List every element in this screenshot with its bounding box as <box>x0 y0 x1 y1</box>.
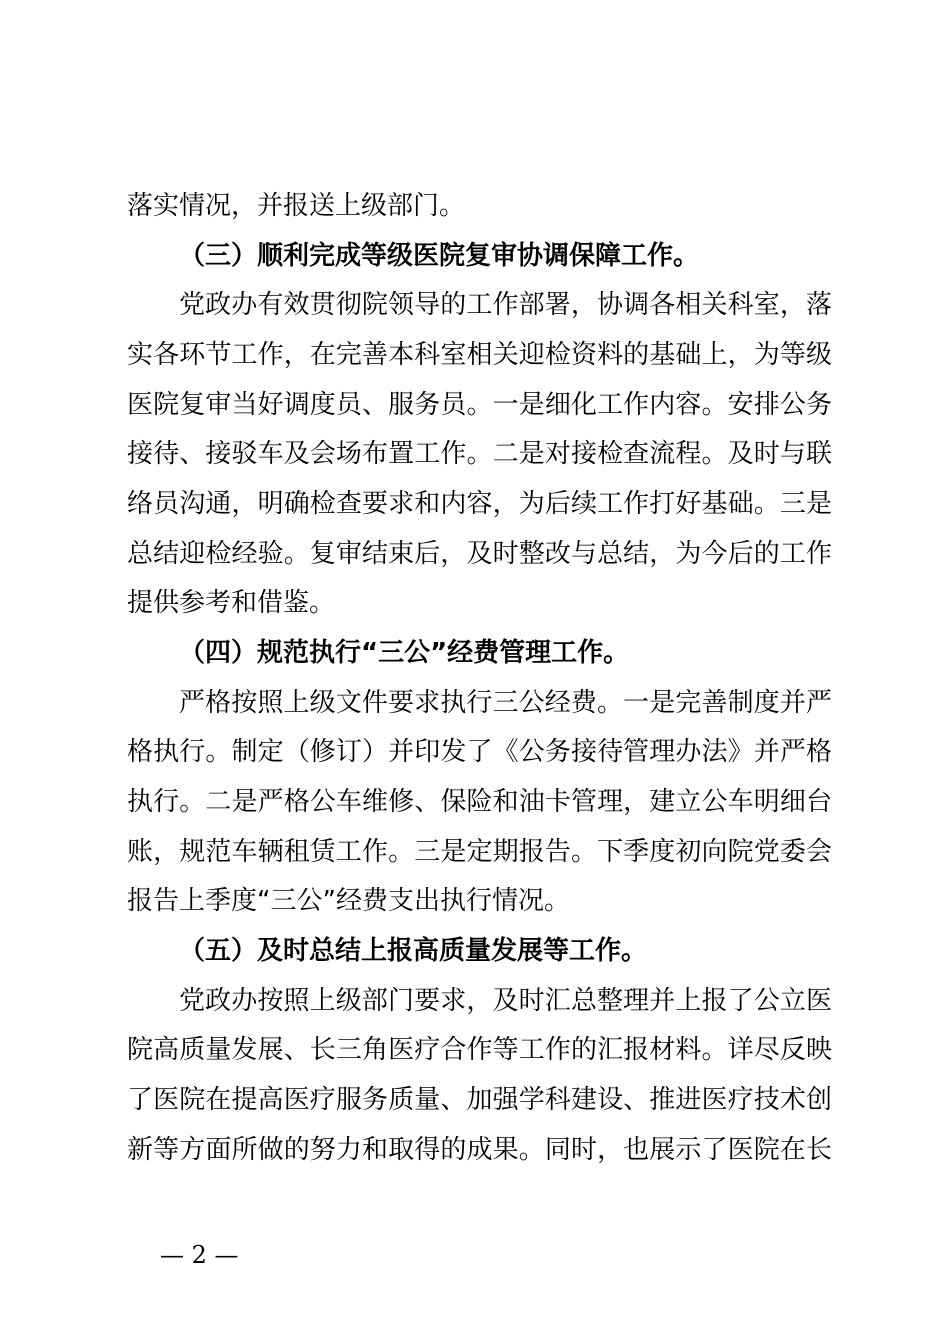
section-heading: （五）及时总结上报高质量发展等工作。 <box>179 936 648 966</box>
paragraph-line: 党政办有效贯彻院领导的工作部署，协调各相关科室，落 <box>179 290 832 320</box>
paragraph-line: 报告上季度“三公”经费支出执行情况。 <box>127 886 570 916</box>
paragraph-line: 医院复审当好调度员、服务员。一是细化工作内容。安排公务 <box>127 390 832 420</box>
paragraph-line: 接待、接驳车及会场布置工作。二是对接检查流程。及时与联 <box>127 439 832 469</box>
paragraph-line: 院高质量发展、长三角医疗合作等工作的汇报材料。详尽反映 <box>127 1035 832 1065</box>
paragraph-line: 执行。二是严格公车维修、保险和油卡管理，建立公车明细台 <box>127 787 832 817</box>
paragraph-line: 实各环节工作，在完善本科室相关迎检资料的基础上，为等级 <box>127 340 832 370</box>
section-heading: （三）顺利完成等级医院复审协调保障工作。 <box>179 241 700 271</box>
paragraph-line: 落实情况，并报送上级部门。 <box>127 191 466 221</box>
paragraph-line: 党政办按照上级部门要求，及时汇总整理并上报了公立医 <box>179 986 832 1016</box>
page-number: — 2 — <box>160 1241 239 1269</box>
paragraph-line: 提供参考和借鉴。 <box>127 588 336 618</box>
paragraph-line: 络员沟通，明确检查要求和内容，为后续工作打好基础。三是 <box>127 489 832 519</box>
paragraph-line: 格执行。制定（修订）并印发了《公务接待管理办法》并严格 <box>127 737 832 767</box>
paragraph-line: 新等方面所做的努力和取得的成果。同时，也展示了医院在长 <box>127 1135 832 1165</box>
paragraph-line: 总结迎检经验。复审结束后，及时整改与总结，为今后的工作 <box>127 539 832 569</box>
paragraph-line: 账，规范车辆租赁工作。三是定期报告。下季度初向院党委会 <box>127 837 832 867</box>
paragraph-line: 严格按照上级文件要求执行三公经费。一是完善制度并严 <box>179 688 832 718</box>
paragraph-line: 了医院在提高医疗服务质量、加强学科建设、推进医疗技术创 <box>127 1085 832 1115</box>
section-heading: （四）规范执行“三公”经费管理工作。 <box>179 638 630 668</box>
